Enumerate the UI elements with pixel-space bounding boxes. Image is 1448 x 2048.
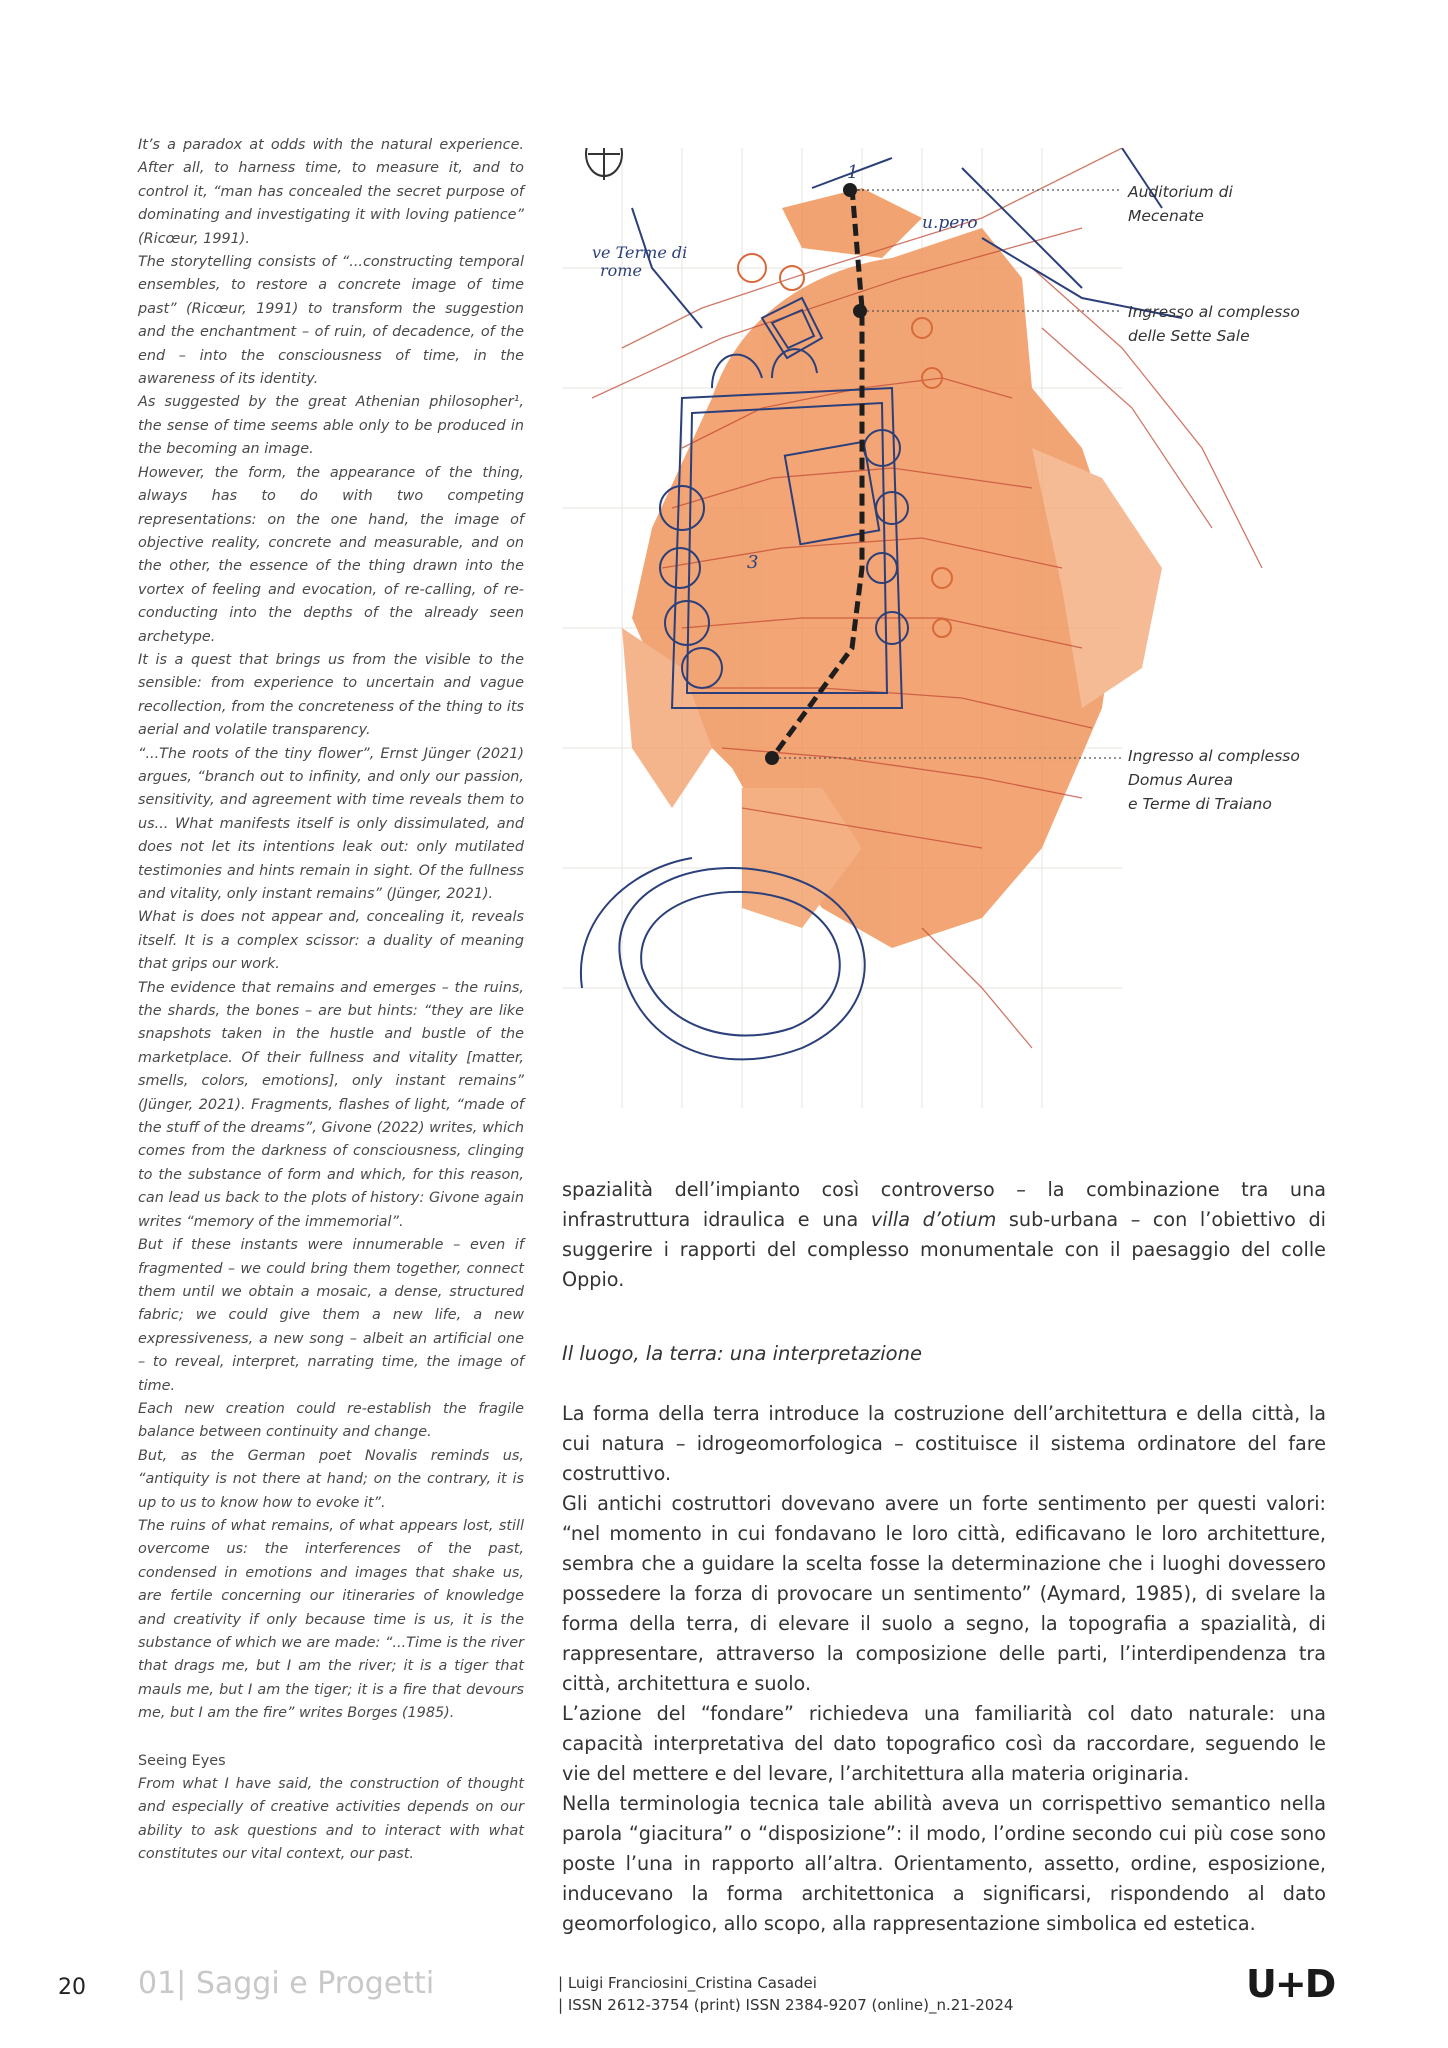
paragraph: But if these instants were innumerable – even if fragmented – we could bring them together, connect them until we obtain a mosaic, a dense, structured fabric; we could give them a new life, a new expressiveness, a new song – albeit an artificial one – to reveal, interpret, narrating time, the image of time.	[138, 1237, 524, 1394]
callout-sette-sale	[1128, 300, 1300, 348]
callout-line: Ingresso al complesso	[1128, 747, 1300, 765]
sketch-number-3: 3	[747, 552, 759, 573]
paragraph: La forma della terra introduce la costruzione dell’architettura e della città, la cui natura – idrogeomorfologica – costituisce il sistema ordinatore del fare costruttivo.	[562, 1402, 1326, 1485]
journal-section: 01| Saggi e Progetti	[138, 1966, 435, 2001]
left-column	[138, 134, 524, 1867]
authors-line: | Luigi Franciosini_Cristina Casadei	[558, 1974, 817, 1992]
callout-line: delle Sette Sale	[1128, 327, 1250, 345]
paragraph: From what I have said, the construction of thought and especially of creative activities depends on our ability to ask questions and to interact with what constitutes our vital context, our past.	[138, 1776, 524, 1863]
callout-line: Mecenate	[1128, 207, 1204, 225]
paragraph: Gli antichi costruttori dovevano avere un forte sentimento per questi valori: “nel momento in cui fondavano le loro città, edificavano le loro architetture, sembra che a guidare la scelta fosse la determinazione che i luoghi dovessero possedere la forza di provocare un sentimento” (Aymard, 1985), di svelare la forma della terra, di elevare il suolo a segno, la topografia a spazialità, di rappresentare, attraverso la composizione delle parti, l’interdipendenza tra città, architettura e suolo.	[562, 1492, 1326, 1695]
paragraph: It’s a paradox at odds with the natural experience. After all, to harness time, to measure it, and to control it, “man has concealed the secret purpose of dominating and investigating it with loving patience” (Ricœur, 1991).	[138, 137, 524, 247]
sketch-word-upper: u.pero	[922, 213, 978, 233]
callout-domus-aurea	[1128, 744, 1300, 816]
section-heading: Seeing Eyes	[138, 1752, 226, 1769]
paragraph: L’azione del “fondare” richiedeva una familiarità col dato naturale: una capacità interpretativa del dato topografico così da raccordare, seguendo le vie del mettere e del levare, l’architettura alla materia originaria.	[562, 1702, 1326, 1785]
paragraph: Nella terminologia tecnica tale abilità aveva un corrispettivo semantico nella parola “giacitura” o “disposizione”: il modo, l’ordine secondo cui più cose sono poste l’una in rapporto all’altra. Orientamento, assetto, ordine, esposizione, inducevano la forma architettonica a significarsi, rispondendo al dato geomorfologico, allo scopo, alla rappresentazione simbolica ed estetica.	[562, 1792, 1326, 1935]
route-point-3	[765, 751, 779, 765]
paragraph: The evidence that remains and emerges – the ruins, the shards, the bones – are but hints: “they are like snapshots taken in the hustle and bustle of the marketplace. Of their fullness and vitality [matter, smells, colors, emotions], only instant remains” (Jünger, 2021). Fragments, flashes of light, “made of the stuff of the dreams”, Givone (2022) writes, which comes from the darkness of consciousness, clinging to the substance of form and which, for this reason, can lead us back to the plots of history: Givone again writes “memory of the immemorial”.	[138, 979, 524, 1230]
callout-line: e Terme di Traiano	[1128, 795, 1272, 813]
site-sketch-figure	[562, 148, 1332, 1108]
paragraph: The ruins of what remains, of what appears lost, still overcome us: the interferences of the past, condensed in emotions and images that shake us, are fertile concerning our itineraries of knowledge and creativity if only because time is us, it is the substance of which we are made: “...Time is the river that drags me, but I am the river; it is a tiger that mauls me, but I am the tiger; it is a fire that devours me, but I am the fire” writes Borges (1985).	[138, 1517, 524, 1722]
paragraph: What is does not appear and, concealing it, reveals itself. It is a complex scissor: a duality of meaning that grips our work.	[138, 909, 524, 973]
sketch-number-1: 1	[847, 162, 859, 183]
right-column	[562, 1175, 1326, 1939]
route-point-2	[853, 304, 867, 318]
callout-auditorium	[1128, 180, 1233, 228]
footer-credits	[558, 1972, 1013, 2016]
issn-line: | ISSN 2612-3754 (print) ISSN 2384-9207 (online)_n.21-2024	[558, 1996, 1014, 2014]
paragraph: However, the form, the appearance of the thing, always has to do with two competing representations: on the one hand, the image of objective reality, concrete and measurable, and on the other, the essence of the thing drawn into the vortex of feeling and evocation, of re-calling, of re-conducting into the depths of the already seen archetype.	[138, 464, 524, 645]
paragraph: The storytelling consists of “...constructing temporal ensembles, to restore a concrete image of time past” (Ricœur, 1991) to transform the suggestion and the enchantment – of ruin, of decadence, of the end – into the consciousness of time, in the awareness of its identity.	[138, 254, 524, 388]
text-run: spazialità dell’impianto così controverso – la combinazione tra una infrastruttura idraulica e una	[562, 1178, 1326, 1231]
page-number: 20	[58, 1975, 86, 2000]
paragraph: It is a quest that brings us from the visible to the sensible: from experience to uncertain and vague recollection, from the concreteness of the thing to its aerial and volatile transparency.	[138, 651, 524, 739]
paragraph: As suggested by the great Athenian philosopher¹, the sense of time seems able only to be produced in the becoming an image.	[138, 394, 524, 458]
sketch-word-left: ve Terme di	[592, 243, 688, 262]
journal-logo: U+D	[1246, 1962, 1335, 2006]
paragraph: “...The roots of the tiny flower”, Ernst Jünger (2021) argues, “branch out to infinity, and only our passion, sensitivity, and agreement with time reveals them to us... What manifests itself is only dissimulated, and does not let its intentions leak out: only mutilated testimonies and hints remain in sight. Of the fullness and vitality, only instant remains” (Jünger, 2021).	[138, 745, 524, 902]
site-sketch-drawing	[562, 148, 1332, 1108]
text-run-italic: villa d’otium	[870, 1208, 997, 1231]
callout-line: Ingresso al complesso	[1128, 303, 1300, 321]
callout-line: Domus Aurea	[1128, 771, 1234, 789]
route-point-1	[843, 183, 857, 197]
callout-line: Auditorium di	[1128, 183, 1233, 201]
sketch-word-left2: rome	[600, 261, 642, 280]
section-title: Il luogo, la terra: una interpretazione	[562, 1342, 922, 1365]
paragraph: Each new creation could re-establish the fragile balance between continuity and change.	[138, 1400, 524, 1441]
paragraph: But, as the German poet Novalis reminds us, “antiquity is not there at hand; on the contrary, it is up to us to know how to evoke it”.	[138, 1447, 524, 1511]
intro-paragraph	[562, 1175, 1326, 1295]
text-run: sub-urbana – con l’obiettivo di suggerire i rapporti del complesso monumentale con il paesaggio del colle Oppio.	[562, 1208, 1326, 1291]
